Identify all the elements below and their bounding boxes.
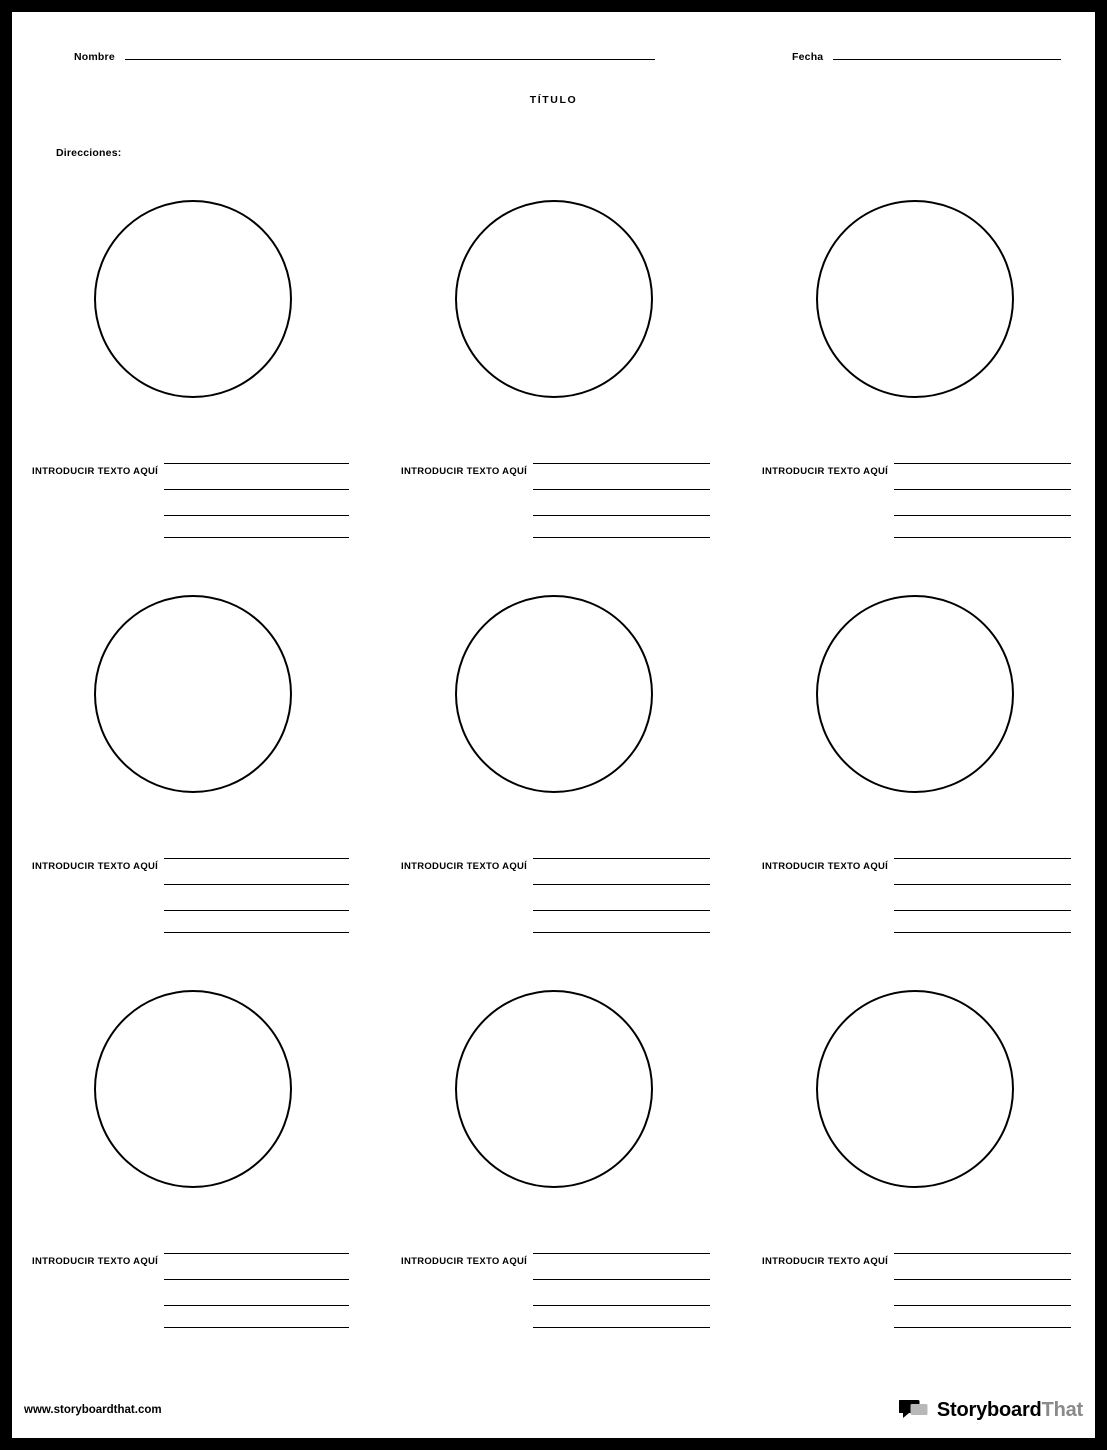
writing-line[interactable] — [894, 833, 1071, 859]
circle-slot[interactable] — [373, 200, 734, 398]
circle-icon[interactable] — [94, 200, 292, 398]
writing-line[interactable] — [533, 833, 710, 859]
writing-line[interactable] — [164, 1254, 349, 1280]
writing-line[interactable] — [894, 1306, 1071, 1328]
writing-line[interactable] — [533, 1228, 710, 1254]
writing-line[interactable] — [533, 1254, 710, 1280]
writing-lines[interactable] — [533, 1228, 734, 1328]
circle-icon[interactable] — [94, 595, 292, 793]
writing-line[interactable] — [164, 1280, 349, 1306]
writing-lines[interactable] — [164, 1228, 373, 1328]
writing-line[interactable] — [894, 1228, 1071, 1254]
writing-line[interactable] — [894, 490, 1071, 516]
writing-lines[interactable] — [894, 1228, 1095, 1328]
cell-text-area — [12, 438, 373, 538]
worksheet-sheet — [12, 12, 1095, 1438]
circle-icon[interactable] — [816, 200, 1014, 398]
cell-label: INTRODUCIR TEXTO AQUÍ — [762, 861, 889, 872]
writing-line[interactable] — [164, 1228, 349, 1254]
writing-lines[interactable] — [894, 833, 1095, 933]
brand-logo[interactable] — [899, 1398, 1083, 1422]
grid-cell — [373, 585, 734, 980]
circle-slot[interactable] — [12, 200, 373, 398]
cell-label: INTRODUCIR TEXTO AQUÍ — [401, 1256, 528, 1267]
grid-cell — [734, 980, 1095, 1375]
date-field[interactable] — [792, 48, 1061, 63]
writing-lines[interactable] — [533, 833, 734, 933]
brand-text-second: That — [1041, 1398, 1083, 1421]
circle-slot[interactable] — [373, 595, 734, 793]
writing-line[interactable] — [533, 885, 710, 911]
circle-icon[interactable] — [455, 595, 653, 793]
cell-text-area — [373, 833, 734, 933]
name-field[interactable] — [74, 48, 655, 63]
name-input-rule[interactable] — [125, 48, 655, 60]
date-label: Fecha — [792, 51, 824, 63]
writing-line[interactable] — [164, 911, 349, 933]
circle-slot[interactable] — [734, 200, 1095, 398]
cell-text-area — [12, 833, 373, 933]
cell-text-area — [12, 1228, 373, 1328]
circle-icon[interactable] — [816, 990, 1014, 1188]
writing-line[interactable] — [533, 1280, 710, 1306]
cell-label: INTRODUCIR TEXTO AQUÍ — [762, 466, 889, 477]
worksheet-footer — [12, 1382, 1095, 1422]
writing-line[interactable] — [164, 516, 349, 538]
writing-line[interactable] — [894, 1254, 1071, 1280]
page-title: TÍTULO — [529, 94, 578, 106]
cell-text-area — [373, 1228, 734, 1328]
speech-bubble-icon — [899, 1398, 929, 1422]
grid-cell — [12, 190, 373, 585]
cell-text-area — [734, 438, 1095, 538]
writing-line[interactable] — [533, 464, 710, 490]
circle-slot[interactable] — [12, 990, 373, 1188]
grid-cell — [734, 190, 1095, 585]
writing-line[interactable] — [894, 911, 1071, 933]
cell-label: INTRODUCIR TEXTO AQUÍ — [32, 861, 159, 872]
cell-label: INTRODUCIR TEXTO AQUÍ — [401, 466, 528, 477]
brand-text — [937, 1399, 1083, 1422]
circle-icon[interactable] — [455, 200, 653, 398]
cell-label: INTRODUCIR TEXTO AQUÍ — [32, 1256, 159, 1267]
circle-slot[interactable] — [12, 595, 373, 793]
directions-label: Direcciones: — [56, 147, 122, 159]
writing-line[interactable] — [894, 859, 1071, 885]
circle-icon[interactable] — [455, 990, 653, 1188]
writing-line[interactable] — [894, 885, 1071, 911]
writing-line[interactable] — [533, 1306, 710, 1328]
writing-line[interactable] — [164, 859, 349, 885]
cell-text-area — [734, 1228, 1095, 1328]
circle-slot[interactable] — [373, 990, 734, 1188]
date-input-rule[interactable] — [833, 48, 1061, 60]
writing-lines[interactable] — [164, 833, 373, 933]
writing-lines[interactable] — [164, 438, 373, 538]
writing-line[interactable] — [894, 516, 1071, 538]
grid-cell — [12, 585, 373, 980]
cell-text-area — [734, 833, 1095, 933]
writing-line[interactable] — [164, 833, 349, 859]
writing-line[interactable] — [894, 1280, 1071, 1306]
brand-text-first: Storyboard — [936, 1398, 1042, 1421]
circle-icon[interactable] — [816, 595, 1014, 793]
grid-cell — [734, 585, 1095, 980]
grid-cell — [373, 190, 734, 585]
writing-line[interactable] — [164, 464, 349, 490]
writing-line[interactable] — [164, 1306, 349, 1328]
writing-line[interactable] — [533, 859, 710, 885]
site-url[interactable]: www.storyboardthat.com — [24, 1404, 162, 1416]
cell-label: INTRODUCIR TEXTO AQUÍ — [762, 1256, 889, 1267]
worksheet-header — [12, 48, 1095, 78]
writing-line[interactable] — [164, 490, 349, 516]
circle-slot[interactable] — [734, 990, 1095, 1188]
cell-text-area — [373, 438, 734, 538]
writing-line[interactable] — [533, 911, 710, 933]
writing-lines[interactable] — [894, 438, 1095, 538]
writing-line[interactable] — [533, 438, 710, 464]
circles-grid — [12, 190, 1095, 1375]
cell-label: INTRODUCIR TEXTO AQUÍ — [401, 861, 528, 872]
writing-line[interactable] — [164, 438, 349, 464]
grid-cell — [12, 980, 373, 1375]
circle-icon[interactable] — [94, 990, 292, 1188]
circle-slot[interactable] — [734, 595, 1095, 793]
writing-line[interactable] — [533, 516, 710, 538]
writing-lines[interactable] — [533, 438, 734, 538]
grid-cell — [373, 980, 734, 1375]
cell-label: INTRODUCIR TEXTO AQUÍ — [32, 466, 159, 477]
writing-line[interactable] — [533, 490, 710, 516]
writing-line[interactable] — [894, 438, 1071, 464]
writing-line[interactable] — [164, 885, 349, 911]
name-label: Nombre — [74, 51, 115, 63]
writing-line[interactable] — [894, 464, 1071, 490]
